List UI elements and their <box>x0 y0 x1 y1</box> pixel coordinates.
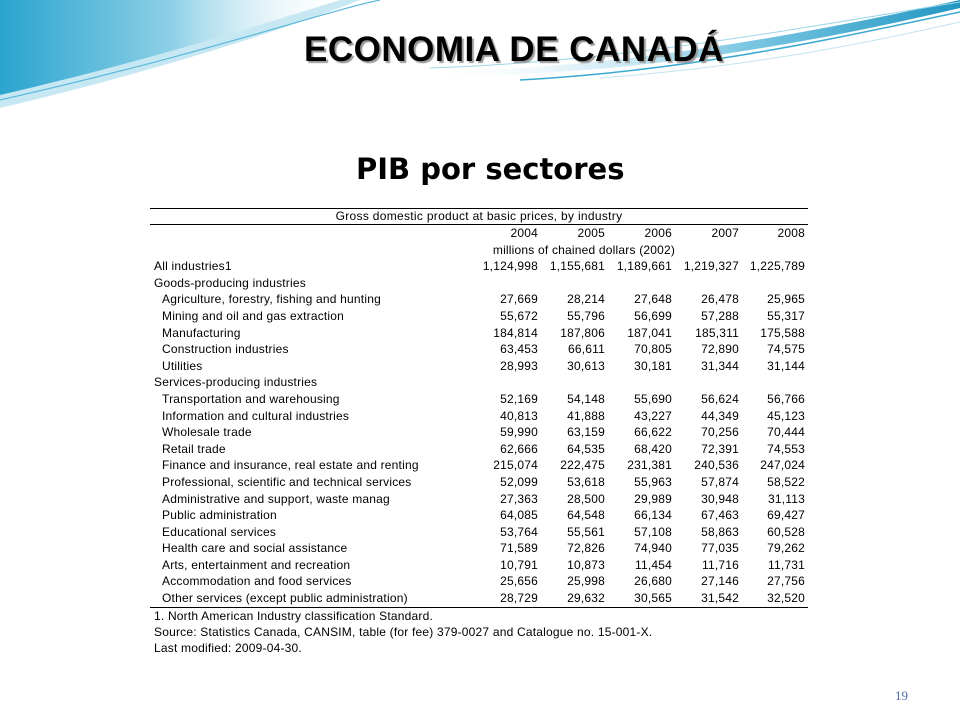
table-row <box>150 291 808 308</box>
row-value: 31,344 <box>701 358 739 373</box>
row-value: 58,522 <box>767 474 805 489</box>
gdp-table <box>150 208 808 657</box>
row-value: 231,381 <box>627 458 672 473</box>
row-value: 72,391 <box>701 441 739 456</box>
row-value: 11,716 <box>701 557 739 572</box>
note-line: Last modified: 2009-04-30. <box>154 641 302 656</box>
table-row <box>150 573 808 590</box>
row-value: 215,074 <box>493 458 538 473</box>
row-value: 31,113 <box>767 491 805 506</box>
row-value: 55,672 <box>500 308 538 323</box>
row-value: 63,159 <box>567 425 605 440</box>
year-header: 2006 <box>644 226 672 240</box>
row-value: 32,520 <box>767 591 805 606</box>
row-label: Agriculture, forestry, fishing and hunting <box>162 292 381 307</box>
row-value: 58,863 <box>701 524 739 539</box>
row-value: 11,731 <box>767 557 805 572</box>
row-value: 26,478 <box>701 292 739 307</box>
row-label: Utilities <box>162 358 203 373</box>
row-value: 70,256 <box>701 425 739 440</box>
row-value: 54,148 <box>567 391 605 406</box>
row-value: 29,632 <box>567 591 605 606</box>
table-notes <box>150 608 808 657</box>
row-value: 56,766 <box>767 391 805 406</box>
table-row <box>150 491 808 508</box>
row-label: Arts, entertainment and recreation <box>162 557 351 572</box>
row-value: 72,890 <box>701 342 739 357</box>
row-value: 66,622 <box>634 425 672 440</box>
row-label: Mining and oil and gas extraction <box>162 308 345 323</box>
row-value: 60,528 <box>767 524 805 539</box>
year-header: 2008 <box>777 226 805 240</box>
row-value: 247,024 <box>760 458 805 473</box>
row-value: 30,181 <box>634 358 672 373</box>
row-value: 1,155,681 <box>549 259 605 274</box>
row-value: 55,561 <box>567 524 605 539</box>
row-value: 52,099 <box>500 474 538 489</box>
table-row <box>150 308 808 325</box>
row-value: 28,729 <box>500 591 538 606</box>
table-row <box>150 341 808 358</box>
row-label: Finance and insurance, real estate and renting <box>162 458 419 473</box>
row-value: 45,123 <box>767 408 805 423</box>
row-value: 11,454 <box>634 557 672 572</box>
row-value: 64,548 <box>567 508 605 523</box>
row-value: 175,588 <box>760 325 805 340</box>
table-row <box>150 391 808 408</box>
table-row <box>150 474 808 491</box>
row-value: 41,888 <box>567 408 605 423</box>
row-label: Educational services <box>162 524 277 539</box>
row-value: 1,225,789 <box>749 259 805 274</box>
row-value: 77,035 <box>701 541 739 556</box>
page-number: 19 <box>895 688 908 703</box>
row-label: Health care and social assistance <box>162 541 348 556</box>
slide-title: ECONOMIA DE CANADÁ <box>304 30 724 69</box>
row-value: 184,814 <box>493 325 538 340</box>
row-value: 74,553 <box>767 441 805 456</box>
row-value: 57,874 <box>701 474 739 489</box>
row-value: 29,989 <box>634 491 672 506</box>
row-label: Other services (except public administration) <box>162 591 408 606</box>
row-value: 28,993 <box>500 358 538 373</box>
row-value: 25,965 <box>767 292 805 307</box>
table-row <box>150 374 808 391</box>
row-value: 25,656 <box>500 574 538 589</box>
row-label: Retail trade <box>162 441 226 456</box>
row-value: 1,189,661 <box>616 259 672 274</box>
row-value: 10,791 <box>500 557 538 572</box>
row-value: 55,690 <box>634 391 672 406</box>
row-value: 67,463 <box>701 508 739 523</box>
row-value: 53,618 <box>567 474 605 489</box>
row-value: 68,420 <box>634 441 672 456</box>
row-value: 27,669 <box>500 292 538 307</box>
row-value: 56,624 <box>701 391 739 406</box>
row-value: 57,288 <box>701 308 739 323</box>
table-row <box>150 540 808 557</box>
row-value: 222,475 <box>560 458 605 473</box>
row-value: 27,363 <box>500 491 538 506</box>
row-value: 53,764 <box>500 524 538 539</box>
row-label: Transportation and warehousing <box>162 391 340 406</box>
row-value: 240,536 <box>694 458 739 473</box>
row-value: 185,311 <box>695 325 739 340</box>
year-header: 2004 <box>510 226 538 240</box>
row-value: 27,756 <box>767 574 805 589</box>
row-value: 43,227 <box>634 408 672 423</box>
table-row <box>150 441 808 458</box>
row-value: 30,565 <box>634 591 672 606</box>
slide-subtitle: PIB por sectores <box>356 152 625 186</box>
row-value: 70,444 <box>767 425 805 440</box>
row-value: 66,611 <box>567 342 605 357</box>
row-value: 63,453 <box>500 342 538 357</box>
table-row <box>150 325 808 342</box>
table-row <box>150 358 808 375</box>
row-value: 66,134 <box>634 508 672 523</box>
row-value: 57,108 <box>634 524 672 539</box>
row-label: Professional, scientific and technical services <box>162 474 412 489</box>
row-value: 70,805 <box>634 342 672 357</box>
row-value: 10,873 <box>567 557 605 572</box>
table-row <box>150 507 808 524</box>
table-row <box>150 424 808 441</box>
table-row <box>150 524 808 541</box>
row-value: 74,575 <box>767 342 805 357</box>
row-label: Information and cultural industries <box>162 408 350 423</box>
row-value: 187,041 <box>627 325 672 340</box>
row-label: All industries1 <box>154 259 232 274</box>
table-row <box>150 275 808 292</box>
row-value: 28,214 <box>567 292 605 307</box>
year-header-row <box>150 225 808 242</box>
row-value: 74,940 <box>634 541 672 556</box>
row-value: 187,806 <box>560 325 605 340</box>
row-value: 71,589 <box>500 541 538 556</box>
row-value: 27,146 <box>701 574 739 589</box>
row-value: 52,169 <box>500 391 538 406</box>
row-value: 56,699 <box>634 308 672 323</box>
row-label: Public administration <box>162 508 277 523</box>
row-value: 69,427 <box>767 508 805 523</box>
row-value: 31,542 <box>701 591 739 606</box>
row-label: Services-producing industries <box>154 375 318 390</box>
table-body <box>150 258 808 606</box>
row-value: 44,349 <box>701 408 739 423</box>
note-line: 1. North American Industry classification Standard. <box>154 608 433 623</box>
row-value: 62,666 <box>500 441 538 456</box>
table-row <box>150 258 808 275</box>
row-value: 25,998 <box>567 574 605 589</box>
row-label: Construction industries <box>162 342 289 357</box>
table-row <box>150 590 808 607</box>
row-value: 31,144 <box>767 358 805 373</box>
row-label: Goods-producing industries <box>154 275 306 290</box>
row-value: 30,948 <box>701 491 739 506</box>
year-header: 2007 <box>711 226 739 240</box>
row-value: 72,826 <box>567 541 605 556</box>
row-label: Manufacturing <box>162 325 241 340</box>
row-value: 55,796 <box>567 308 605 323</box>
table-row <box>150 457 808 474</box>
row-value: 40,813 <box>500 408 538 423</box>
row-value: 28,500 <box>567 491 605 506</box>
row-value: 55,317 <box>767 308 805 323</box>
row-value: 27,648 <box>634 292 672 307</box>
row-value: 79,262 <box>767 541 805 556</box>
row-value: 1,124,998 <box>482 259 538 274</box>
row-value: 1,219,327 <box>683 259 739 274</box>
units-label: millions of chained dollars (2002) <box>492 242 676 257</box>
row-value: 59,990 <box>500 425 538 440</box>
table-row <box>150 408 808 425</box>
table-title: Gross domestic product at basic prices, by industry <box>150 208 808 225</box>
row-value: 64,085 <box>500 508 538 523</box>
table-row <box>150 557 808 574</box>
row-label: Wholesale trade <box>162 425 252 440</box>
row-label: Administrative and support, waste manag <box>162 491 390 506</box>
note-line: Source: Statistics Canada, CANSIM, table (for fee) 379-0027 and Catalogue no. 15-001-X. <box>154 625 653 640</box>
row-value: 55,963 <box>634 474 672 489</box>
year-header: 2005 <box>577 226 605 240</box>
row-value: 64,535 <box>567 441 605 456</box>
units-row <box>150 242 808 259</box>
row-value: 26,680 <box>634 574 672 589</box>
row-label: Accommodation and food services <box>162 574 352 589</box>
row-value: 30,613 <box>567 358 605 373</box>
